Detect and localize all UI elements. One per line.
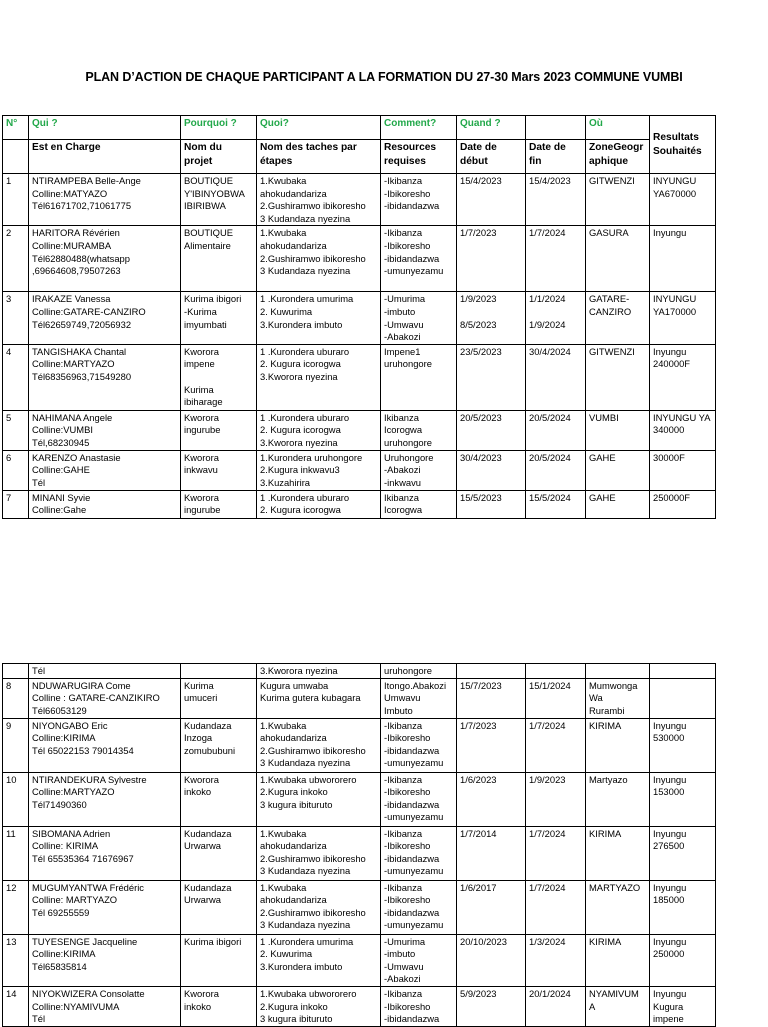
cell-number: 8 (3, 678, 29, 718)
cell-resources: -Umurima -imbuto -Umwavu -Abakozi (381, 292, 457, 344)
cell-results: Inyungu (650, 226, 716, 292)
cell-end-date: 1/1/2024 1/9/2024 (526, 292, 586, 344)
cell-responsible: NAHIMANA Angele Colline:VUMBI Tél,68230945 (29, 410, 181, 450)
cell-resources: uruhongore (381, 664, 457, 679)
cell-end-date: 20/5/2024 (526, 450, 586, 490)
header-results: Resultats Souhaités (650, 116, 716, 174)
cell-start-date: 1/7/2023 (457, 226, 526, 292)
cell-responsible: MINANI Syvie Colline:Gahe (29, 490, 181, 518)
cell-responsible: MUGUMYANTWA Frédéric Colline: MARTYAZO Tél 69255559 (29, 880, 181, 934)
cell-results: Inyungu 153000 (650, 772, 716, 826)
table-row (3, 490, 716, 518)
table-row (3, 934, 716, 986)
cell-resources: Uruhongore -Abakozi -inkwavu (381, 450, 457, 490)
cell-tasks: 1 .Kurondera uburaro 2. Kugura icorogwa 3.Kworora nyezina (257, 344, 381, 410)
table-row (3, 880, 716, 934)
document-title: PLAN D’ACTION DE CHAQUE PARTICIPANT A LA FORMATION DU 27-30 Mars 2023 COMMUNE VUMBI (85, 70, 683, 84)
action-plan-table-page-2 (2, 663, 716, 1027)
cell-tasks: Kugura umwaba Kurima gutera kubagara (257, 678, 381, 718)
cell-number: 10 (3, 772, 29, 826)
cell-end-date: 1/7/2024 (526, 880, 586, 934)
cell-start-date (457, 664, 526, 679)
cell-project: Kudandaza Inzoga zomububuni (181, 718, 257, 772)
cell-start-date: 1/7/2014 (457, 826, 526, 880)
header-row-top (3, 116, 716, 140)
cell-zone: VUMBI (586, 410, 650, 450)
header-resources-question: Comment? (381, 116, 457, 140)
cell-zone: GASURA (586, 226, 650, 292)
cell-resources: -Ikibanza -Ibikoresho -ibidandazwa -umunyezamu (381, 880, 457, 934)
cell-start-date: 1/9/2023 8/5/2023 (457, 292, 526, 344)
cell-start-date: 20/10/2023 (457, 934, 526, 986)
cell-tasks: 1 .Kurondera uburaro 2. Kugura icorogwa 3.Kworora nyezina (257, 410, 381, 450)
cell-start-date: 1/6/2023 (457, 772, 526, 826)
header-start-date: Date de début (457, 140, 526, 174)
cell-resources: -Ikibanza -Ibikoresho -ibidandazwa (381, 174, 457, 226)
cell-number: 1 (3, 174, 29, 226)
cell-zone: GATARE- CANZIRO (586, 292, 650, 344)
cell-tasks: 1.Kurondera uruhongore 2.Kugura inkwavu3 3.Kuzahirira (257, 450, 381, 490)
cell-responsible: Tél (29, 664, 181, 679)
action-plan-table-page-1 (2, 115, 716, 519)
cell-responsible: IRAKAZE Vanessa Colline:GATARE-CANZIRO Tél62659749,72056932 (29, 292, 181, 344)
cell-zone (586, 664, 650, 679)
cell-end-date: 15/1/2024 (526, 678, 586, 718)
table-row (3, 292, 716, 344)
cell-end-date: 1/7/2024 (526, 226, 586, 292)
header-number-question: N° (3, 116, 29, 140)
cell-number: 6 (3, 450, 29, 490)
cell-tasks: 1.Kwubaka ahokudandariza 2.Gushiramwo ibikoresho 3 Kudandaza nyezina (257, 174, 381, 226)
cell-tasks: 3.Kworora nyezina (257, 664, 381, 679)
cell-project: Kworora ingurube (181, 410, 257, 450)
cell-responsible: SIBOMANA Adrien Colline: KIRIMA Tél 65535364 71676967 (29, 826, 181, 880)
cell-responsible: NTIRANDEKURA Sylvestre Colline:MARTYAZO Tél71490360 (29, 772, 181, 826)
cell-number: 3 (3, 292, 29, 344)
table-row (3, 450, 716, 490)
cell-project: Kudandaza Urwarwa (181, 880, 257, 934)
cell-resources: Ikibanza Icorogwa (381, 490, 457, 518)
cell-project: BOUTIQUE Y'IBINYOBWA IBIRIBWA (181, 174, 257, 226)
cell-zone: GITWENZI (586, 174, 650, 226)
cell-resources: -Ikibanza -Ibikoresho -ibidandazwa -umunyezamu (381, 772, 457, 826)
cell-resources: Impene1 uruhongore (381, 344, 457, 410)
cell-project: Kurima umuceri (181, 678, 257, 718)
header-row-sub (3, 140, 716, 174)
cell-tasks: 1 .Kurondera umurima 2. Kuwurima 3.Kurondera imbuto (257, 292, 381, 344)
cell-results: Inyungu 250000 (650, 934, 716, 986)
cell-resources: -Ikibanza -Ibikoresho -ibidandazwa -umunyezamu (381, 718, 457, 772)
cell-number: 4 (3, 344, 29, 410)
table-row (3, 226, 716, 292)
cell-responsible: TANGISHAKA Chantal Colline:MARTYAZO Tél68356963,71549280 (29, 344, 181, 410)
table-row (3, 678, 716, 718)
header-tasks: Nom des taches par étapes (257, 140, 381, 174)
cell-project: Kworora ingurube (181, 490, 257, 518)
table-row (3, 344, 716, 410)
cell-start-date: 1/6/2017 (457, 880, 526, 934)
table-row (3, 664, 716, 679)
cell-start-date: 15/5/2023 (457, 490, 526, 518)
cell-results: Inyungu 240000F (650, 344, 716, 410)
header-resources: Resources requises (381, 140, 457, 174)
cell-responsible: NDUWARUGIRA Come Colline : GATARE-CANZIKIRO Tél66053129 (29, 678, 181, 718)
cell-zone: KIRIMA (586, 826, 650, 880)
header-project-question: Pourquoi ? (181, 116, 257, 140)
cell-project: Kurima ibigori (181, 934, 257, 986)
cell-resources: Ikibanza Icorogwa uruhongore (381, 410, 457, 450)
cell-start-date: 1/7/2023 (457, 718, 526, 772)
cell-resources: -Ikibanza -Ibikoresho -ibidandazwa -umunyezamu (381, 826, 457, 880)
table-row (3, 718, 716, 772)
cell-end-date: 1/7/2024 (526, 826, 586, 880)
cell-tasks: 1.Kwubaka ubwororero 2.Kugura inkoko 3 kugura ibituruto (257, 986, 381, 1026)
cell-tasks: 1.Kwubaka ahokudandariza 2.Gushiramwo ibikoresho 3 Kudandaza nyezina (257, 718, 381, 772)
header-responsible-question: Qui ? (29, 116, 181, 140)
cell-results (650, 678, 716, 718)
header-zone: ZoneGeogr aphique (586, 140, 650, 174)
cell-results (650, 664, 716, 679)
header-zone-question: Où (586, 116, 650, 140)
cell-results: INYUNGU YA670000 (650, 174, 716, 226)
cell-start-date: 15/7/2023 (457, 678, 526, 718)
header-number (3, 140, 29, 174)
cell-resources: -Ikibanza -Ibikoresho -ibidandazwa -umunyezamu (381, 226, 457, 292)
cell-project: Kworora inkwavu (181, 450, 257, 490)
cell-number: 9 (3, 718, 29, 772)
cell-tasks: 1 .Kurondera umurima 2. Kuwurima 3.Kurondera imbuto (257, 934, 381, 986)
cell-results: Inyungu Kugura impene (650, 986, 716, 1026)
cell-end-date: 1/3/2024 (526, 934, 586, 986)
cell-project (181, 664, 257, 679)
cell-responsible: NIYONGABO Eric Colline:KIRIMA Tél 65022153 79014354 (29, 718, 181, 772)
cell-responsible: NIYOKWIZERA Consolatte Colline:NYAMIVUMA Tél (29, 986, 181, 1026)
cell-results: Inyungu 185000 (650, 880, 716, 934)
cell-responsible: KARENZO Anastasie Colline:GAHE Tél (29, 450, 181, 490)
cell-start-date: 15/4/2023 (457, 174, 526, 226)
cell-start-date: 23/5/2023 (457, 344, 526, 410)
cell-zone: Mumwonga Wa Rurambi (586, 678, 650, 718)
cell-end-date: 1/9/2023 (526, 772, 586, 826)
header-responsible: Est en Charge (29, 140, 181, 174)
cell-responsible: NTIRAMPEBA Belle-Ange Colline:MATYAZO Tél61671702,71061775 (29, 174, 181, 226)
cell-number: 14 (3, 986, 29, 1026)
cell-end-date: 30/4/2024 (526, 344, 586, 410)
cell-project: Kworora inkoko (181, 986, 257, 1026)
cell-resources: -Ikibanza -Ibikoresho -ibidandazwa (381, 986, 457, 1026)
cell-tasks: 1.Kwubaka ahokudandariza 2.Gushiramwo ibikoresho 3 Kudandaza nyezina (257, 226, 381, 292)
header-start-date-question: Quand ? (457, 116, 526, 140)
cell-zone: GITWENZI (586, 344, 650, 410)
cell-responsible: HARITORA Révérien Colline:MURAMBA Tél62880488(whatsapp ,69664608,79507263 (29, 226, 181, 292)
cell-zone: KIRIMA (586, 934, 650, 986)
cell-project: Kudandaza Urwarwa (181, 826, 257, 880)
table-row (3, 174, 716, 226)
cell-end-date: 1/7/2024 (526, 718, 586, 772)
cell-number (3, 664, 29, 679)
cell-project: Kworora inkoko (181, 772, 257, 826)
cell-results: 30000F (650, 450, 716, 490)
table-row (3, 826, 716, 880)
cell-zone: GAHE (586, 490, 650, 518)
header-project: Nom du projet (181, 140, 257, 174)
cell-tasks: 1 .Kurondera uburaro 2. Kugura icorogwa (257, 490, 381, 518)
cell-end-date (526, 664, 586, 679)
cell-project: BOUTIQUE Alimentaire (181, 226, 257, 292)
cell-number: 13 (3, 934, 29, 986)
cell-results: INYUNGU YA 340000 (650, 410, 716, 450)
cell-end-date: 20/1/2024 (526, 986, 586, 1026)
cell-start-date: 30/4/2023 (457, 450, 526, 490)
cell-end-date: 20/5/2024 (526, 410, 586, 450)
cell-number: 11 (3, 826, 29, 880)
cell-results: 250000F (650, 490, 716, 518)
cell-start-date: 5/9/2023 (457, 986, 526, 1026)
cell-start-date: 20/5/2023 (457, 410, 526, 450)
cell-tasks: 1.Kwubaka ubwororero 2.Kugura inkoko 3 kugura ibituruto (257, 772, 381, 826)
header-tasks-question: Quoi? (257, 116, 381, 140)
header-end-date: Date de fin (526, 140, 586, 174)
cell-zone: MARTYAZO (586, 880, 650, 934)
cell-number: 2 (3, 226, 29, 292)
table-row (3, 772, 716, 826)
cell-resources: Itongo.Abakozi Umwavu Imbuto (381, 678, 457, 718)
cell-number: 12 (3, 880, 29, 934)
cell-end-date: 15/4/2023 (526, 174, 586, 226)
cell-zone: KIRIMA (586, 718, 650, 772)
header-end-date-question (526, 116, 586, 140)
cell-resources: -Umurima -imbuto -Umwavu -Abakozi (381, 934, 457, 986)
cell-zone: NYAMIVUM A (586, 986, 650, 1026)
cell-tasks: 1.Kwubaka ahokudandariza 2.Gushiramwo ibikoresho 3 Kudandaza nyezina (257, 826, 381, 880)
cell-results: INYUNGU YA170000 (650, 292, 716, 344)
table-row (3, 410, 716, 450)
cell-tasks: 1.Kwubaka ahokudandariza 2.Gushiramwo ibikoresho 3 Kudandaza nyezina (257, 880, 381, 934)
cell-results: Inyungu 530000 (650, 718, 716, 772)
cell-number: 5 (3, 410, 29, 450)
cell-project: Kurima ibigori -Kurima imyumbati (181, 292, 257, 344)
cell-results: Inyungu 276500 (650, 826, 716, 880)
cell-zone: Martyazo (586, 772, 650, 826)
cell-project: Kworora impene Kurima ibiharage (181, 344, 257, 410)
cell-responsible: TUYESENGE Jacqueline Colline:KIRIMA Tél65835814 (29, 934, 181, 986)
cell-zone: GAHE (586, 450, 650, 490)
cell-number: 7 (3, 490, 29, 518)
table-row (3, 986, 716, 1026)
cell-end-date: 15/5/2024 (526, 490, 586, 518)
